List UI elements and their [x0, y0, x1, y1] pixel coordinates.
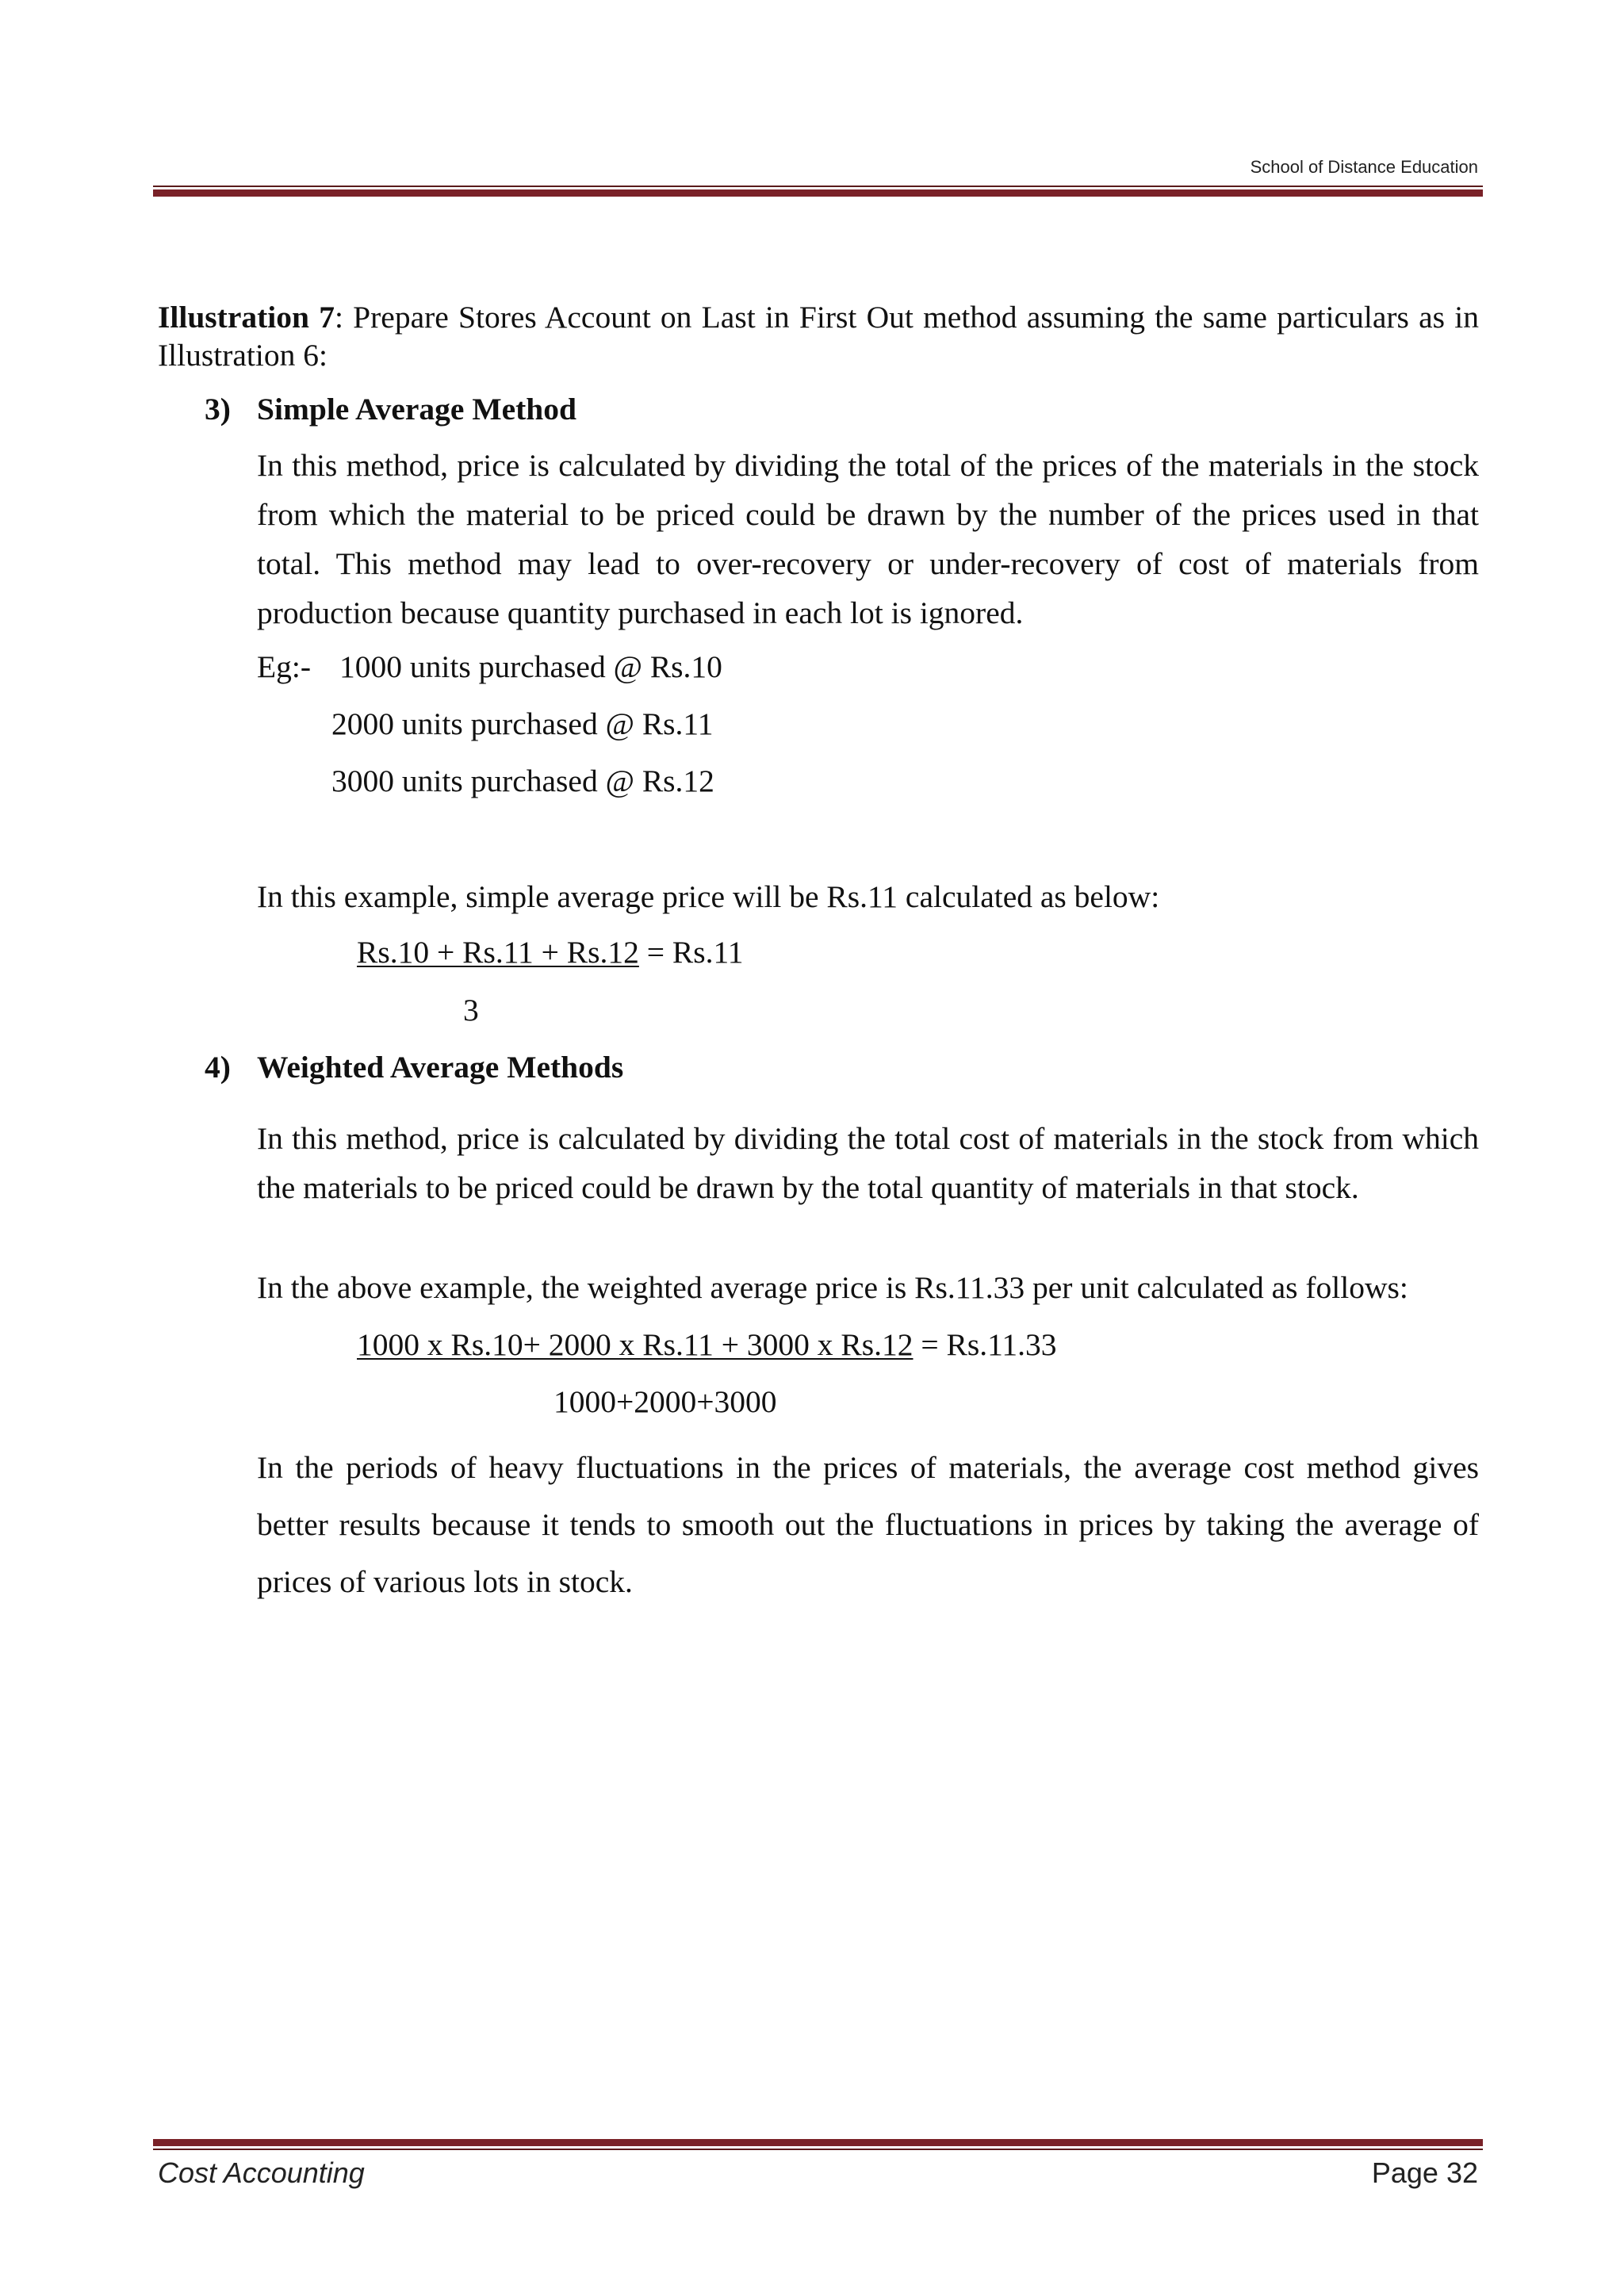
section4-example-text: In the above example, the weighted average price is Rs.11.33 per unit calculated as follows: — [257, 1270, 1408, 1305]
example-line-2: 2000 units purchased @ Rs.11 — [331, 706, 714, 741]
header-rule — [153, 186, 1483, 197]
illustration-label: Illustration 7 — [158, 300, 335, 335]
footer-rule — [153, 2139, 1483, 2150]
footer-page-number: Page 32 — [1371, 2156, 1478, 2189]
section4-closing: In the periods of heavy fluctuations in the prices of materials, the average cost method gives better results because it tends to smooth out the fluctuations in prices by taking the average of prices of various lots in stock. — [257, 1450, 1479, 1599]
section3-conclusion: In this example, simple average price will be Rs.11 calculated as below: — [257, 879, 1160, 914]
weighted-formula-denominator: 1000+2000+3000 — [553, 1384, 777, 1419]
section3-title: Simple Average Method — [257, 392, 576, 427]
illustration-paragraph — [158, 298, 1479, 374]
weighted-average-formula — [357, 1326, 1057, 1364]
section4-body: In this method, price is calculated by dividing the total cost of materials in the stock from which the materials to be priced could be drawn by the total quantity of materials in that stock. — [257, 1121, 1479, 1205]
illustration-text: : Prepare Stores Account on Last in First Out method assuming the same particulars as in Illustration 6: — [158, 300, 1479, 373]
formula-numerator: Rs.10 + Rs.11 + Rs.12 — [357, 935, 639, 970]
formula-result: = Rs.11 — [638, 935, 744, 970]
header-institution: School of Distance Education — [1250, 157, 1478, 177]
formula-denominator: 3 — [463, 993, 479, 1027]
footer-subject: Cost Accounting — [158, 2156, 365, 2189]
example-prefix: Eg:- — [257, 649, 312, 684]
example-line-1: 1000 units purchased @ Rs.10 — [339, 649, 722, 684]
section4-title: Weighted Average Methods — [257, 1050, 624, 1085]
example-line-3: 3000 units purchased @ Rs.12 — [331, 763, 714, 798]
section3-number: 3) — [205, 392, 231, 427]
weighted-formula-numerator: 1000 x Rs.10+ 2000 x Rs.11 + 3000 x Rs.12 — [357, 1327, 914, 1362]
simple-average-formula — [357, 933, 744, 971]
section3-body: In this method, price is calculated by dividing the total of the prices of the materials in the stock from which the material to be priced could be drawn by the number of the prices used in that total. This method may lead to over-recovery or under-recovery of cost of materials from production because quantity purchased in each lot is ignored. — [257, 448, 1479, 630]
section4-number: 4) — [205, 1050, 231, 1085]
weighted-formula-result: = Rs.11.33 — [913, 1327, 1057, 1362]
